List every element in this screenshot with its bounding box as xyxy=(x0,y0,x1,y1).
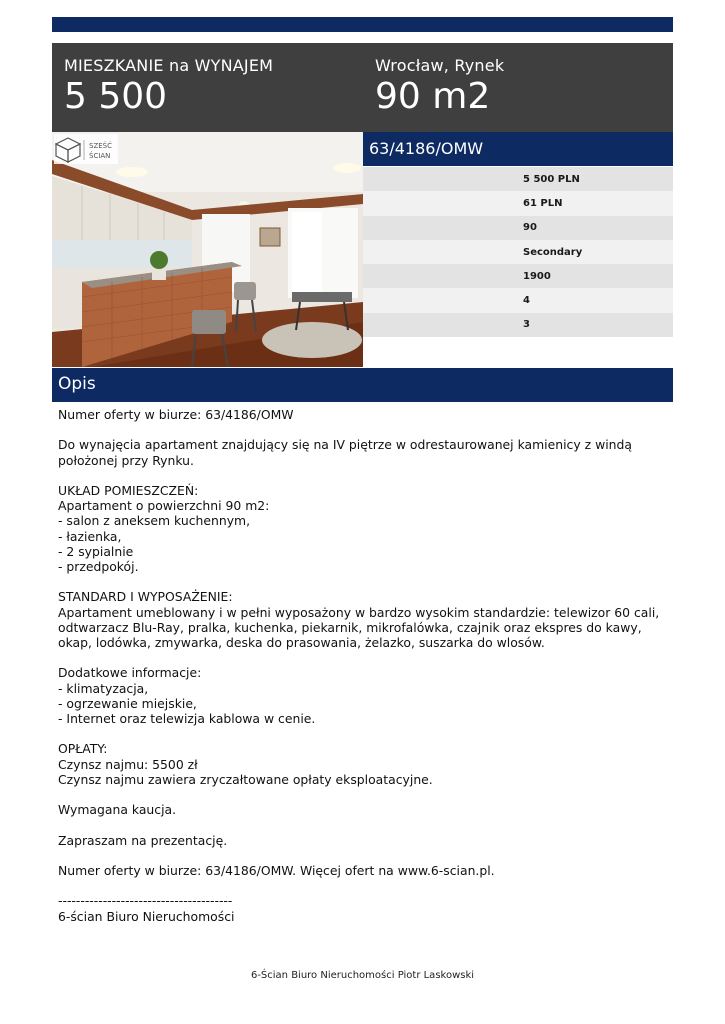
description-paragraph: Do wynajęcia apartament znajdujący się na IV piętrze w odrestaurowanej kamienicy z windą położonej przy Rynku. xyxy=(58,437,632,468)
description-paragraph: Wymagana kaucja. xyxy=(58,802,177,818)
description-body xyxy=(58,407,668,924)
property-row xyxy=(363,240,673,264)
property-value: 4 xyxy=(523,295,530,307)
listing-area: 90 m2 xyxy=(375,76,491,117)
page-footer: 6-Ścian Biuro Nieruchomości Piotr Laskowski xyxy=(250,970,475,981)
description-paragraph: UKŁAD POMIESZCZEŃ: Apartament o powierzchni 90 m2: - salon z aneksem kuchennym, - łazienka, - 2 sypialnie - przedpokój. xyxy=(58,482,270,574)
logo-text-line2: ŚCIAN xyxy=(89,152,111,160)
listing-header xyxy=(52,43,673,132)
offer-id-bar: 63/4186/OMW xyxy=(363,132,673,166)
description-paragraph: Dodatkowe informacje: - klimatyzacja, - ogrzewanie miejskie, - Internet oraz telewizja kablowa w cenie. xyxy=(58,665,316,726)
apartment-photo-illustration xyxy=(52,132,363,367)
description-paragraph: OPŁATY: Czynsz najmu: 5500 zł Czynsz najmu zawiera zryczałtowane opłaty eksploatacyjne. xyxy=(58,741,433,787)
property-value: 1900 xyxy=(523,270,551,282)
logo-text-line1: SZEŚĆ xyxy=(89,142,112,150)
description-signature: --------------------------------------- 6-ścian Biuro Nieruchomości xyxy=(58,893,235,924)
listing-location: Wrocław, Rynek xyxy=(375,56,505,75)
property-value: 90 xyxy=(523,222,537,234)
property-table xyxy=(363,167,673,337)
property-value: 5 500 PLN xyxy=(523,173,580,185)
description-paragraph: STANDARD I WYPOSAŻENIE: Apartament umeblowany i w pełni wyposażony w bardzo wysokim standardzie: telewizor 60 cali, odtwarzacz Blu-Ray, pralka, kuchenka, piekarnik, mikrofalówka, czajnik oraz ekspres do kawy, okap, lodówka, zmywarka, deska do prasowania, żelazko, suszarka do wlosów. xyxy=(58,589,660,650)
property-row xyxy=(363,288,673,312)
description-paragraph: Numer oferty w biurze: 63/4186/OMW xyxy=(58,407,294,422)
description-paragraph: Numer oferty w biurze: 63/4186/OMW. Więcej ofert na www.6-scian.pl. xyxy=(58,862,495,878)
description-section-title: Opis xyxy=(52,368,673,402)
property-row xyxy=(363,216,673,240)
property-value: 3 xyxy=(523,319,530,331)
top-accent-bar xyxy=(52,17,673,32)
property-row xyxy=(363,313,673,337)
header-right xyxy=(375,56,504,117)
property-value: 61 PLN xyxy=(523,197,563,209)
property-row xyxy=(363,191,673,215)
header-left xyxy=(64,56,273,117)
listing-type: MIESZKANIE na WYNAJEM xyxy=(64,56,274,75)
apartment-photo xyxy=(52,132,363,367)
property-value: Secondary xyxy=(523,246,583,258)
property-row xyxy=(363,167,673,191)
property-row xyxy=(363,264,673,288)
description-paragraph: Zapraszam na prezentację. xyxy=(58,832,228,848)
listing-price: 5 500 xyxy=(64,76,168,117)
